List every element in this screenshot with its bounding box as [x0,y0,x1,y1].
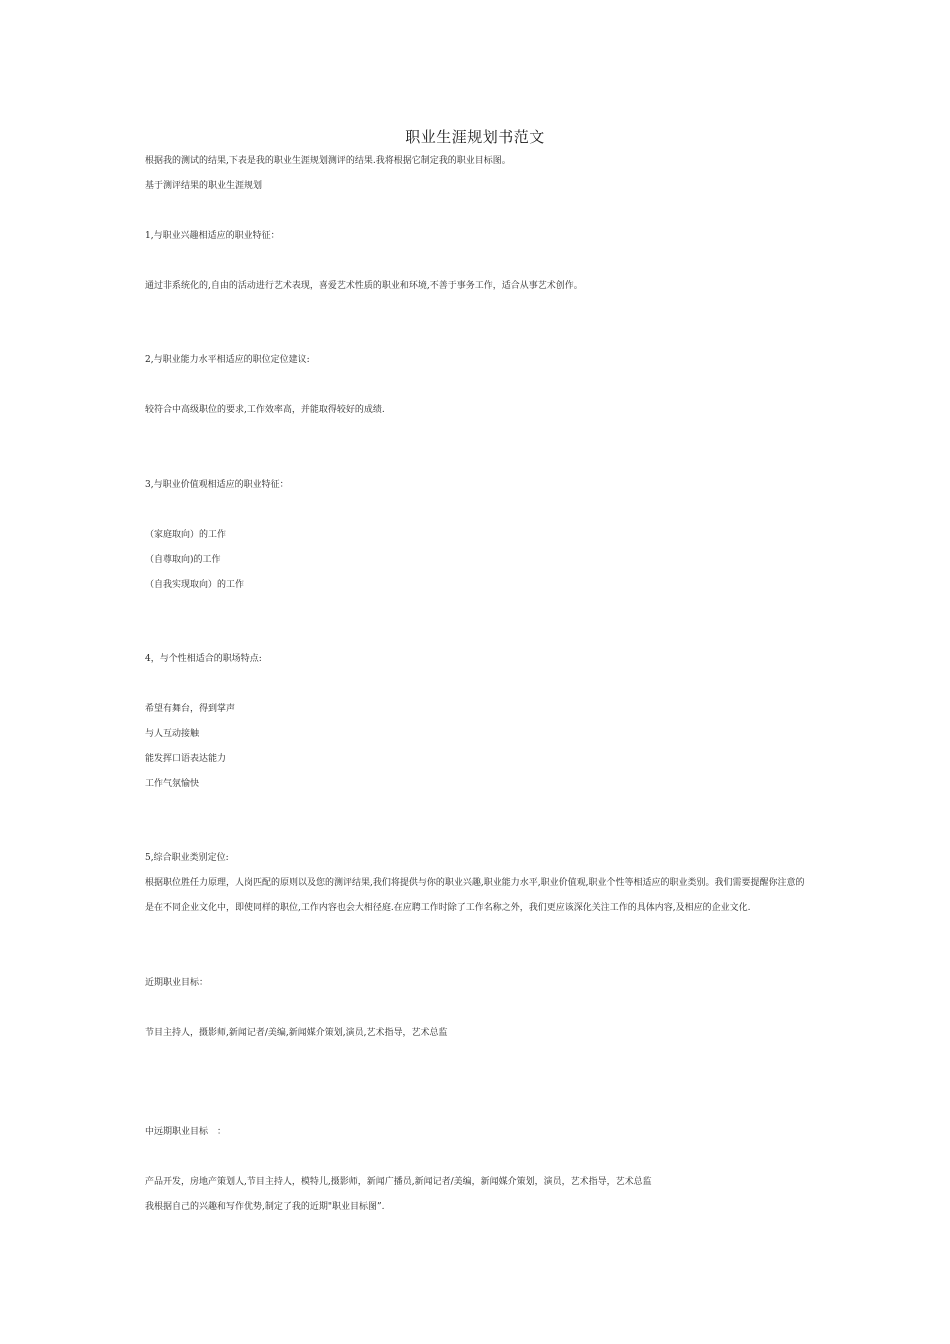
near-term-heading: 近期职业目标： [145,978,209,988]
section2-body: 较符合中高级职位的要求,工作效率高，并能取得较好的成绩. [145,405,385,415]
section3-heading: 3,与职业价值观相适应的职业特征： [145,480,289,490]
intro-paragraph: 根据我的测试的结果,下表是我的职业生涯规划测评的结果.我将根据它制定我的职业目标图。 [145,156,511,166]
section3-item: （自尊取向)的工作 [145,555,221,565]
section1-heading: 1,与职业兴趣相适应的职业特征： [145,231,280,241]
near-term-body: 节目主持人，摄影师,新闻记者/美编,新闻媒介策划,演员,艺术指导，艺术总监 [145,1028,448,1038]
section3-item: （自我实现取向）的工作 [145,580,245,590]
section4-item: 与人互动接触 [145,729,200,739]
section3-item: （家庭取向）的工作 [145,530,227,540]
section4-item: 希望有舞台，得到掌声 [145,704,236,714]
long-term-body: 产品开发，房地产策划人,节目主持人，模特儿,摄影师，新闻广播员,新闻记者/美编，新闻媒介策划，演员，艺术指导，艺术总监 [145,1177,652,1187]
section5-body: 根据职位胜任力原理，人岗匹配的原则以及您的测评结果,我们将提供与你的职业兴趣,职业能力水平,职业价值观,职业个性等相适应的职业类别。我们需要提醒你注意的是在不同企业文化中，即使同样的职位,工作内容也会大相径庭.在应聘工作时除了工作名称之外，我们更应该深化关注工作的具体内容,及相应的企业文化. [145,878,805,913]
section4-item: 工作气氛愉快 [145,779,200,789]
section2-heading: 2,与职业能力水平相适应的职位定位建议: [145,355,310,365]
long-term-heading: 中远期职业目标 ： [145,1127,227,1137]
document-title: 职业生涯规划书范文 [405,128,545,146]
closing-paragraph: 我根据自己的兴趣和写作优势,制定了我的近期"职业目标图”. [145,1202,385,1212]
subtitle: 基于测评结果的职业生涯规划 [145,181,263,191]
section1-body: 通过非系统化的,自由的活动进行艺术表现，喜爱艺术性质的职业和环境,不善于事务工作，适合从事艺术创作。 [145,281,583,291]
section4-heading: 4，与个性相适合的职场特点: [145,654,262,664]
section4-item: 能发挥口语表达能力 [145,754,227,764]
section5-heading: 5,综合职业类别定位: [145,853,229,863]
